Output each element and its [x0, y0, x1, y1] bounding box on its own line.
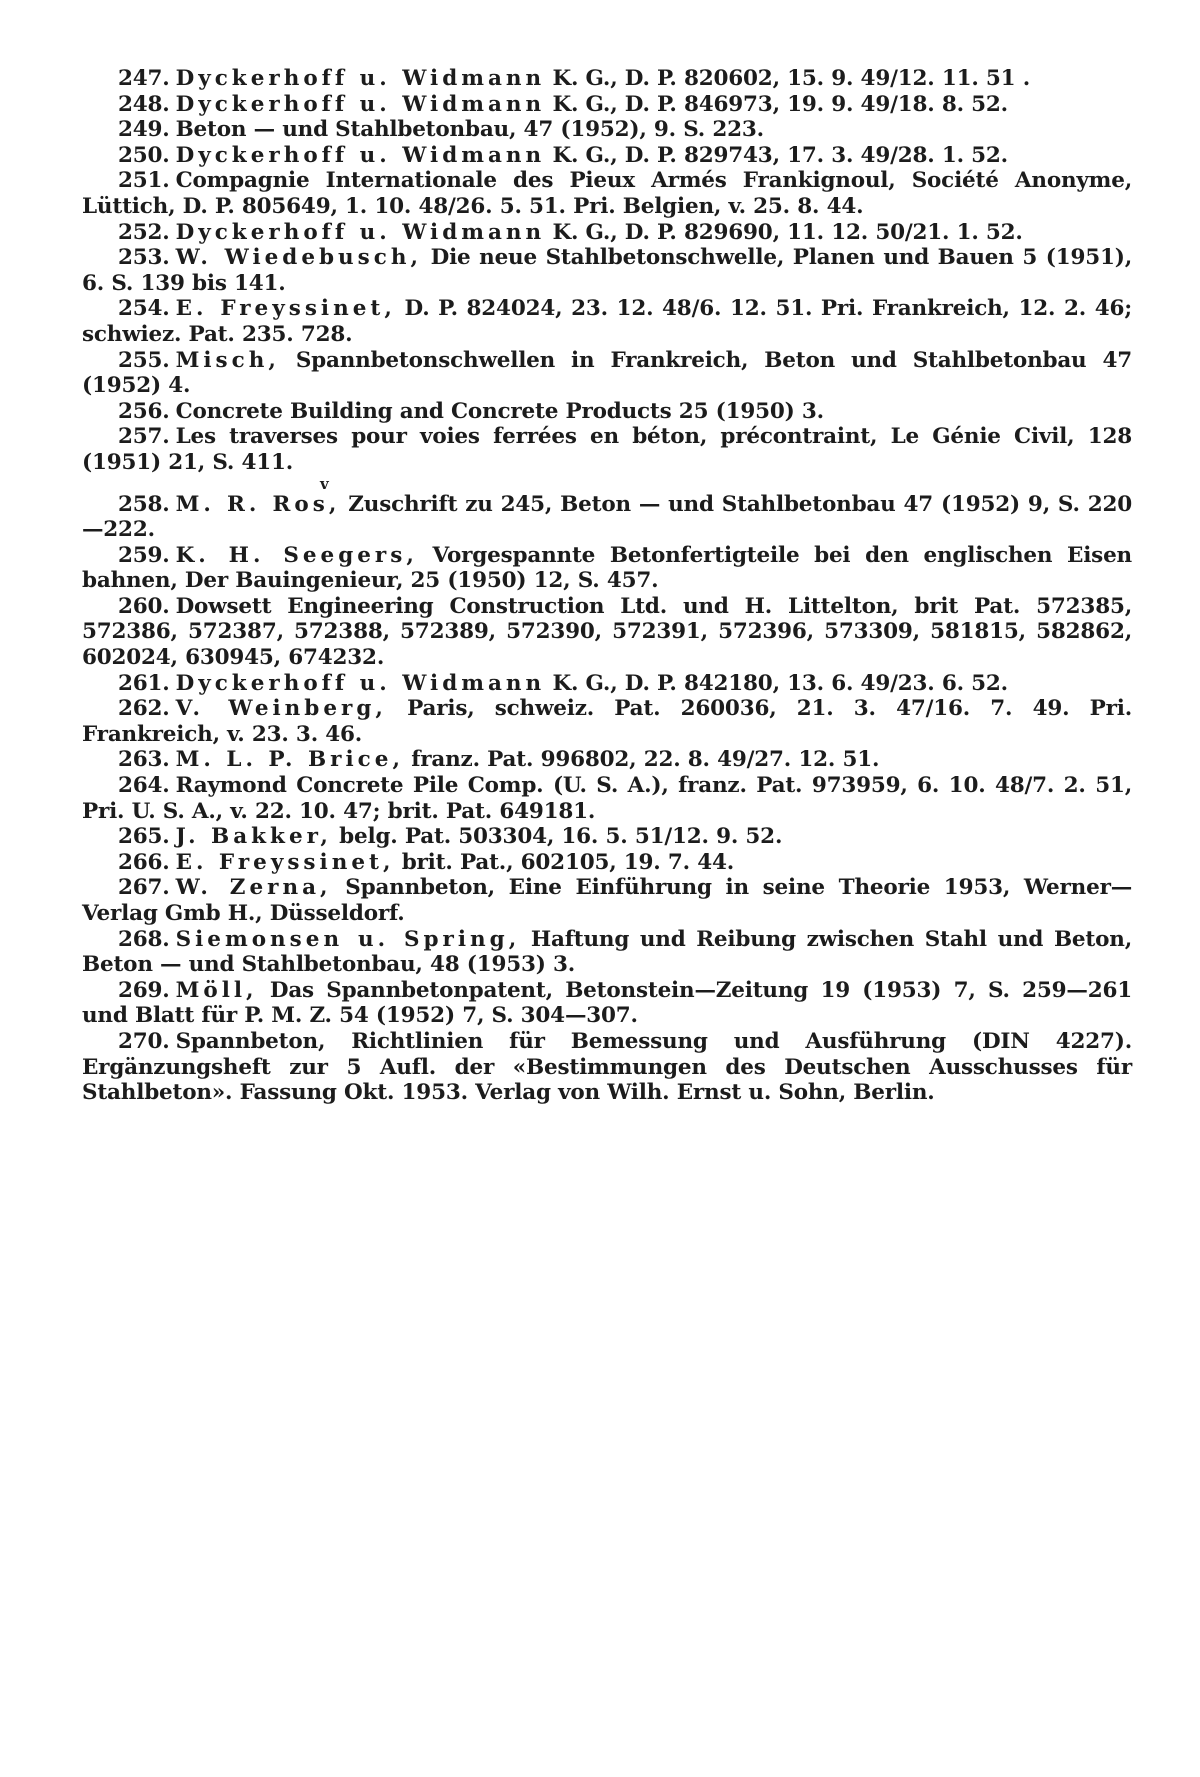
reference-entry-260	[82, 594, 1132, 671]
reference-text: K. G., D. P. 820602, 15. 9. 49/12. 11. 51 .	[545, 66, 1030, 91]
reference-number: 254.	[118, 296, 170, 322]
reference-author: Misch,	[175, 347, 280, 373]
reference-entry-256	[82, 399, 1132, 425]
reference-number: 266.	[118, 849, 170, 875]
reference-text: Zuschrift zu 245, Beton — und Stahlbetonbau 47 (1952) 9, S. 220—222.	[82, 491, 1133, 543]
reference-number: 267.	[118, 875, 170, 901]
reference-number: 263.	[118, 747, 170, 773]
reference-number: 270.	[118, 1028, 170, 1054]
reference-author: V. Weinberg,	[175, 696, 387, 722]
reference-text: Paris, schweiz. Pat. 260036, 21. 3. 47/16. 7. 49. Pri. Frankreich, v. 23. 3. 46.	[82, 696, 1132, 747]
reference-author: E. Freyssinet,	[175, 849, 395, 875]
reference-number: 256.	[118, 398, 170, 424]
reference-entry-263	[82, 747, 1132, 773]
reference-text: Beton — und Stahlbetonbau, 47 (1952), 9. S. 223.	[175, 117, 764, 143]
reference-entry-267	[82, 875, 1132, 926]
reference-entry-253	[82, 245, 1132, 296]
reference-text: Concrete Building and Concrete Products 25 (1950) 3.	[175, 398, 824, 424]
reference-number: 257.	[118, 424, 170, 450]
reference-author: Dyckerhoff u. Widmann	[175, 91, 546, 117]
reference-author: Dyckerhoff u. Widmann	[175, 219, 546, 245]
reference-text: brit. Pat., 602105, 19. 7. 44.	[394, 849, 735, 875]
reference-number: 252.	[118, 219, 170, 245]
reference-number: 264.	[118, 773, 170, 799]
reference-author: M. R. Ros,	[175, 491, 341, 517]
reference-text: Raymond Concrete Pile Comp. (U. S. A.), franz. Pat. 973959, 6. 10. 48/7. 2. 51, Pri. U. S. A., v. 22. 10. 47; brit. Pat. 649181.	[82, 773, 1132, 824]
reference-text: Das Spannbetonpatent, Betonstein—Zeitung 19 (1953) 7, S. 259—261 und Blatt für P. M. Z. 54 (1952) 7, S. 304—307.	[82, 977, 1132, 1029]
reference-text: K. G., D. P. 846973, 19. 9. 49/18. 8. 52.	[545, 91, 1008, 117]
reference-number: 255.	[118, 347, 170, 373]
reference-entry-265	[82, 824, 1132, 850]
reference-author: Dyckerhoff u. Widmann	[175, 66, 546, 91]
reference-number: 258.	[118, 491, 170, 517]
reference-text: Die neue Stahlbetonschwelle, Planen und Bauen 5 (1951), 6. S. 139 bis 141.	[82, 245, 1132, 296]
reference-author: Möll,	[175, 977, 258, 1003]
reference-text: K. G., D. P. 829690, 11. 12. 50/21. 1. 52.	[545, 219, 1023, 245]
reference-number: 248.	[118, 91, 170, 117]
reference-entry-255	[82, 348, 1132, 399]
reference-number: 268.	[118, 926, 170, 952]
reference-text: Vorgespannte Betonfertigteile bei den englischen Eisen bahnen, Der Bauingenieur, 25 (1950) 12, S. 457.	[82, 542, 1132, 594]
reference-author: Dyckerhoff u. Widmann	[175, 670, 546, 696]
reference-number: 265.	[118, 824, 170, 850]
reference-text: K. G., D. P. 829743, 17. 3. 49/28. 1. 52.	[545, 142, 1008, 168]
reference-author: M. L. P. Brice,	[175, 747, 404, 773]
reference-author: J. Bakker,	[175, 824, 332, 850]
reference-text: Haftung und Reibung zwischen Stahl und Beton, Beton — und Stahlbetonbau, 48 (1953) 3.	[82, 926, 1132, 978]
reference-entry-248	[82, 92, 1132, 118]
reference-number: 247.	[118, 66, 170, 91]
reference-number: 269.	[118, 977, 170, 1003]
reference-text: Spannbetonschwellen in Frankreich, Beton und Stahlbetonbau 47 (1952) 4.	[82, 347, 1132, 399]
reference-number: 262.	[118, 696, 170, 722]
reference-entry-247	[82, 66, 1132, 92]
reference-entry-270	[82, 1029, 1132, 1106]
reference-entry-268	[82, 927, 1132, 978]
reference-entry-259	[82, 543, 1132, 594]
reference-entry-257	[82, 424, 1132, 475]
reference-author: W. Zerna,	[175, 875, 332, 901]
reference-author: W. Wiedebusch,	[175, 245, 422, 271]
reference-list	[82, 66, 1132, 1106]
reference-author: K. H. Seegers,	[175, 542, 418, 568]
reference-entry-250	[82, 143, 1132, 169]
reference-number: 253.	[118, 245, 170, 271]
reference-text: franz. Pat. 996802, 22. 8. 49/27. 12. 51.	[403, 747, 880, 773]
reference-text: Spannbeton, Richtlinien für Bemessung und Ausführung (DIN 4227). Ergänzungsheft zur 5 Aufl. der «Bestimmungen des Deutschen Ausschusses für Stahlbeton». Fassung Okt. 1953. Verlag von Wilh. Ernst u. Sohn, Berlin.	[82, 1028, 1132, 1106]
reference-number: 251.	[118, 168, 170, 194]
reference-number: 250.	[118, 142, 170, 168]
reference-entry-266	[82, 850, 1132, 876]
reference-author: Siemonsen u. Spring,	[175, 926, 521, 952]
reference-entry-264	[82, 773, 1132, 824]
reference-text: Spannbeton, Eine Einführung in seine Theorie 1953, Werner—Verlag Gmb H., Düsseldorf.	[82, 875, 1132, 926]
reference-author: Dyckerhoff u. Widmann	[175, 142, 546, 168]
reference-entry-249	[82, 117, 1132, 143]
reference-number: 249.	[118, 117, 170, 143]
stray-mark: v	[320, 474, 329, 493]
reference-text: K. G., D. P. 842180, 13. 6. 49/23. 6. 52.	[545, 670, 1008, 696]
reference-entry-251	[82, 168, 1132, 219]
reference-text: Compagnie Internationale des Pieux Armés Frankignoul, Société Anonyme, Lüttich, D. P. 805649, 1. 10. 48/26. 5. 51. Pri. Belgien, v. 25. 8. 44.	[82, 168, 1132, 219]
reference-text: belg. Pat. 503304, 16. 5. 51/12. 9. 52.	[331, 824, 783, 850]
reference-entry-252	[82, 220, 1132, 246]
reference-number: 261.	[118, 670, 170, 696]
reference-entry-261	[82, 671, 1132, 697]
reference-author: E. Freyssinet,	[175, 296, 396, 322]
reference-entry-254	[82, 296, 1132, 347]
reference-text: Dowsett Engineering Construction Ltd. und H. Littelton, brit Pat. 572385, 572386, 572387, 572388, 572389, 572390, 572391, 572396, 573309, 581815, 582862, 602024, 630945, 674232.	[82, 593, 1132, 671]
reference-text: D. P. 824024, 23. 12. 48/6. 12. 51. Pri. Frankreich, 12. 2. 46; schwiez. Pat. 235. 728.	[82, 296, 1132, 347]
reference-text: Les traverses pour voies ferrées en béton, précontraint, Le Génie Civil, 128 (1951) 21, S. 411.	[82, 424, 1132, 475]
reference-entry-262	[82, 696, 1132, 747]
reference-entry-258	[82, 492, 1132, 543]
reference-entry-269	[82, 978, 1132, 1029]
reference-number: 259.	[118, 542, 170, 568]
reference-number: 260.	[118, 593, 170, 619]
